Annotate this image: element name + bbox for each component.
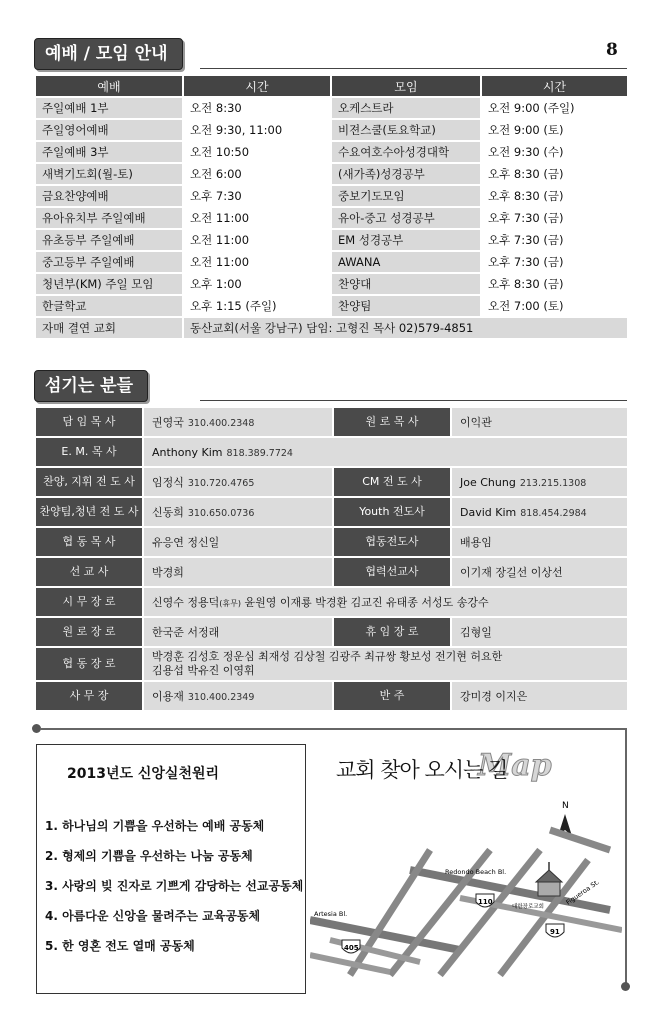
schedule-row — [35, 119, 628, 141]
schedule-row — [35, 273, 628, 295]
staff-name-text: Anthony Kim — [152, 445, 223, 459]
meeting-time: 오전 9:00 (토) — [481, 119, 628, 141]
meeting-time: 오후 8:30 (금) — [481, 163, 628, 185]
staff-role-label: CM 전 도 사 — [333, 467, 451, 497]
staff-row — [35, 407, 628, 437]
svg-text:405: 405 — [344, 944, 359, 952]
staff-role-label: 선 교 사 — [35, 557, 143, 587]
worship-name: 유아유치부 주일예배 — [35, 207, 183, 229]
creed-box — [36, 744, 306, 994]
worship-time: 오전 9:30, 11:00 — [183, 119, 331, 141]
staff-name — [451, 527, 628, 557]
schedule-row — [35, 251, 628, 273]
church-label: 대한장로교회 — [512, 904, 544, 910]
staff-role-label: Youth 전도사 — [333, 497, 451, 527]
staff-name — [143, 497, 333, 527]
worship-time: 오전 11:00 — [183, 251, 331, 273]
staff-name — [451, 681, 628, 711]
staff-role-label: 찬양, 지휘 전 도 사 — [35, 467, 143, 497]
meeting-name: AWANA — [331, 251, 481, 273]
schedule-row — [35, 229, 628, 251]
staff-name-text: 김용섭 박유진 이영휘 — [152, 664, 255, 677]
page-number: 8 — [606, 40, 618, 60]
creed-title: 2013년도 신앙실천원리 — [67, 766, 220, 782]
staff-phone: 310.400.2349 — [187, 692, 255, 703]
worship-name: 한글학교 — [35, 295, 183, 317]
worship-time: 오전 11:00 — [183, 207, 331, 229]
schedule-row — [35, 97, 628, 119]
staff-name-text: 배용임 — [460, 536, 492, 549]
staff-row — [35, 467, 628, 497]
staff-note: (휴무) — [219, 599, 241, 608]
svg-text:91: 91 — [550, 928, 560, 936]
header-meeting: 모임 — [331, 75, 481, 97]
street-label: Redondo Beach Bl. — [445, 868, 507, 876]
meeting-name: 유아-중고 성경공부 — [331, 207, 481, 229]
staff-role-label: 담 임 목 사 — [35, 407, 143, 437]
staff-role-label: E. M. 목 사 — [35, 437, 143, 467]
staff-name-text: 박경훈 김성호 정운심 최재성 김상철 김광주 최규쌍 황보성 전기현 허요한 — [152, 650, 503, 663]
staff-row — [35, 647, 628, 681]
meeting-name: (새가족)성경공부 — [331, 163, 481, 185]
sister-church-value: 동산교회(서울 강남구) 담임: 고형진 목사 02)579-4851 — [183, 317, 628, 339]
header-time: 시간 — [481, 75, 628, 97]
staff-name — [143, 437, 628, 467]
staff-role-label: 반 주 — [333, 681, 451, 711]
staff-name-text: 임정식 — [152, 476, 184, 489]
header-time: 시간 — [183, 75, 331, 97]
staff-name — [143, 407, 333, 437]
sister-church-label: 자매 결연 교회 — [35, 317, 183, 339]
worship-name: 주일예배 1부 — [35, 97, 183, 119]
worship-time: 오후 1:15 (주일) — [183, 295, 331, 317]
staff-name-text: David Kim — [460, 505, 517, 519]
header-worship: 예배 — [35, 75, 183, 97]
staff-role-label: 협동전도사 — [333, 527, 451, 557]
schedule-row — [35, 207, 628, 229]
staff-name — [143, 467, 333, 497]
staff-name — [451, 497, 628, 527]
staff-row — [35, 527, 628, 557]
staff-role-label: 휴 임 장 로 — [333, 617, 451, 647]
creed-item: 4. 아름다운 신앙을 물려주는 교육공동체 — [45, 909, 261, 923]
schedule-table — [34, 74, 629, 340]
staff-phone: 213.215.1308 — [519, 477, 587, 489]
creed-item: 1. 하나님의 기쁨을 우선하는 예배 공동체 — [45, 819, 265, 833]
meeting-name: EM 성경공부 — [331, 229, 481, 251]
meeting-name: 찬양대 — [331, 273, 481, 295]
svg-text:110: 110 — [478, 898, 493, 906]
staff-name-text: 김형일 — [460, 626, 492, 639]
meeting-time: 오전 7:00 (토) — [481, 295, 628, 317]
meeting-time: 오후 7:30 (금) — [481, 251, 628, 273]
staff-name-text: 강미경 이지은 — [460, 690, 528, 703]
staff-name — [451, 467, 628, 497]
staff-name-text: 권영국 — [152, 416, 184, 429]
meeting-name: 찬양팀 — [331, 295, 481, 317]
staff-name-text: Joe Chung — [460, 475, 516, 489]
worship-name: 청년부(KM) 주일 모임 — [35, 273, 183, 295]
schedule-row — [35, 185, 628, 207]
directions-map — [310, 790, 622, 980]
staff-phone: 310.720.4765 — [187, 478, 255, 489]
meeting-time: 오전 9:00 (주일) — [481, 97, 628, 119]
staff-role-label: 협 동 목 사 — [35, 527, 143, 557]
worship-time: 오전 10:50 — [183, 141, 331, 163]
freeway-shield-icon — [546, 924, 564, 937]
staff-phone: 310.650.0736 — [187, 508, 255, 519]
staff-name — [143, 617, 333, 647]
church-building-icon — [536, 862, 562, 896]
worship-name: 금요찬양예배 — [35, 185, 183, 207]
meeting-name: 중보기도모임 — [331, 185, 481, 207]
meeting-name: 비젼스쿨(토요학교) — [331, 119, 481, 141]
staff-row — [35, 681, 628, 711]
schedule-row — [35, 163, 628, 185]
staff-row — [35, 497, 628, 527]
staff-role-label: 협 동 장 로 — [35, 647, 143, 681]
worship-name: 중고등부 주일예배 — [35, 251, 183, 273]
schedule-row — [35, 141, 628, 163]
meeting-time: 오후 8:30 (금) — [481, 273, 628, 295]
creed-item: 3. 사랑의 빚 진자로 기쁘게 감당하는 선교공동체 — [45, 879, 304, 893]
meeting-time: 오후 7:30 (금) — [481, 229, 628, 251]
freeway-shield-icon — [476, 894, 494, 907]
staff-section-title: 섬기는 분들 — [34, 370, 148, 402]
staff-role-label: 찬양팀,청년 전 도 사 — [35, 497, 143, 527]
worship-time: 오후 1:00 — [183, 273, 331, 295]
staff-name — [143, 557, 333, 587]
worship-time: 오전 11:00 — [183, 229, 331, 251]
staff-phone: 818.454.2984 — [520, 507, 587, 519]
meeting-time: 오후 8:30 (금) — [481, 185, 628, 207]
meeting-time: 오전 9:30 (수) — [481, 141, 628, 163]
freeway-shield-icon — [342, 940, 360, 953]
staff-role-label: 사 무 장 — [35, 681, 143, 711]
staff-role-label: 원 로 장 로 — [35, 617, 143, 647]
staff-row — [35, 437, 628, 467]
worship-name: 유초등부 주일예배 — [35, 229, 183, 251]
street-label: Figueroa St. — [564, 877, 601, 907]
worship-name: 주일예배 3부 — [35, 141, 183, 163]
staff-name-text: 이기재 장길선 이상선 — [460, 566, 563, 579]
staff-name-text: 신동희 — [152, 506, 184, 519]
worship-time: 오전 6:00 — [183, 163, 331, 185]
staff-name-text: 이익관 — [460, 416, 492, 429]
worship-name: 주일영어예배 — [35, 119, 183, 141]
staff-name — [143, 647, 628, 681]
staff-name-text: 박경희 — [152, 566, 184, 579]
staff-phone: 310.400.2348 — [187, 418, 255, 429]
meeting-name: 수요여호수아성경대학 — [331, 141, 481, 163]
north-label: N — [562, 801, 569, 811]
meeting-time: 오후 7:30 (금) — [481, 207, 628, 229]
street-label: Artesia Bl. — [314, 910, 348, 918]
map-title: 교회 찾아 오시는 길 — [336, 758, 508, 782]
staff-name-text: 한국준 서정래 — [152, 626, 220, 639]
creed-item: 2. 형제의 기쁨을 우선하는 나눔 공동체 — [45, 849, 253, 863]
staff-name-text: 신영수 정용덕 — [152, 596, 220, 609]
worship-time: 오전 8:30 — [183, 97, 331, 119]
worship-time: 오후 7:30 — [183, 185, 331, 207]
staff-row — [35, 557, 628, 587]
meeting-name: 오케스트라 — [331, 97, 481, 119]
staff-name — [143, 587, 628, 617]
staff-name — [451, 407, 628, 437]
staff-role-label: 협력선교사 — [333, 557, 451, 587]
staff-name — [143, 527, 333, 557]
creed-item: 5. 한 영혼 전도 열매 공동체 — [45, 939, 195, 953]
schedule-row — [35, 295, 628, 317]
staff-name — [143, 681, 333, 711]
staff-name — [451, 557, 628, 587]
worship-name: 새벽기도회(월-토) — [35, 163, 183, 185]
staff-name — [451, 617, 628, 647]
staff-phone: 818.389.7724 — [226, 447, 293, 459]
staff-role-label: 시 무 장 로 — [35, 587, 143, 617]
staff-name-text: 윤원영 이재룡 박경환 김교진 유태종 서성도 송강수 — [240, 596, 489, 609]
staff-role-label: 원 로 목 사 — [333, 407, 451, 437]
staff-row — [35, 587, 628, 617]
sister-church-row — [35, 317, 628, 339]
staff-row — [35, 617, 628, 647]
staff-name-text: 유응연 정신일 — [152, 536, 220, 549]
schedule-section-title: 예배 / 모임 안내 — [34, 38, 183, 70]
schedule-header-row — [35, 75, 628, 97]
map-logo: Map — [478, 748, 552, 783]
staff-table — [34, 406, 629, 712]
staff-name-text: 이용재 — [152, 690, 184, 703]
